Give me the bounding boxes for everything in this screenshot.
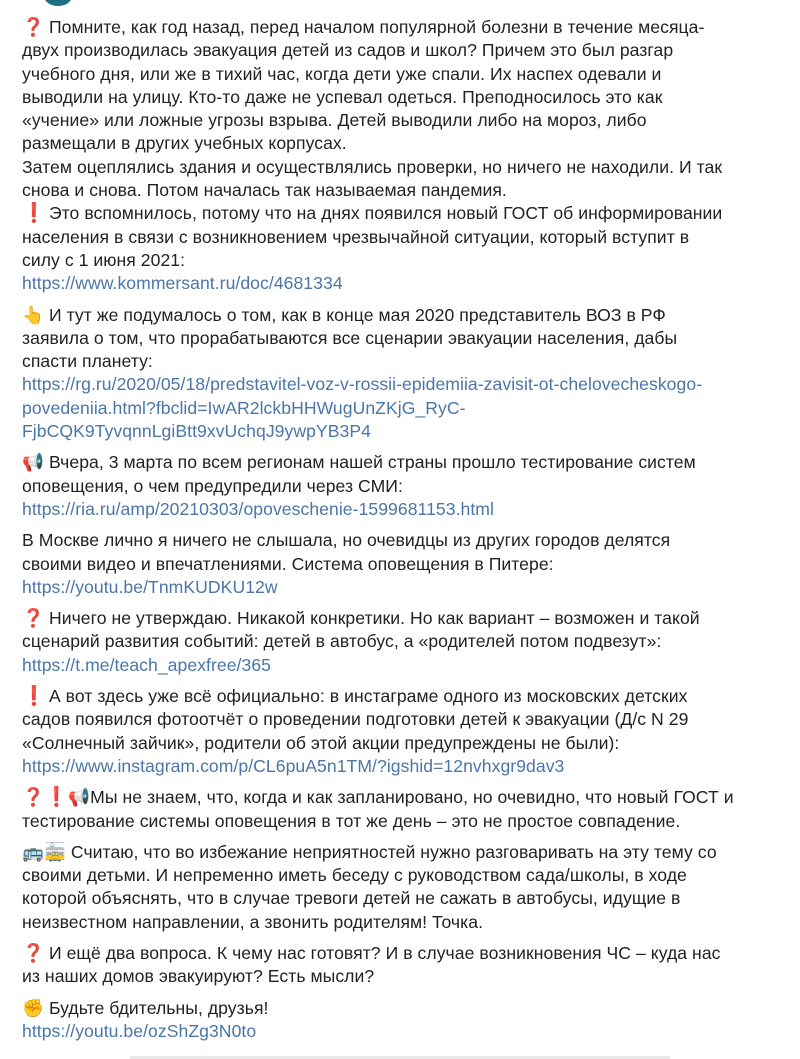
- post-text: В Москве лично я ничего не слышала, но очевидцы из других городов делятся: [22, 530, 671, 551]
- post-text: которой объяснять, что в случае тревоги детей не сажать в автобусы, идущие в: [22, 888, 681, 909]
- post-text: своими детьми. И непременно иметь беседу с руководством сада/школы, в ходе: [22, 865, 687, 886]
- post-text: «Солнечный зайчик», родители об этой акции предупреждены не были):: [22, 732, 620, 753]
- question-mark-icon: ❓: [22, 17, 45, 37]
- paragraph-2: [22, 202, 778, 295]
- link-rg-line-3[interactable]: FjbCQK9TyvqnnLgiBtt9xvUchqJ9ywpYB3P4: [22, 421, 371, 442]
- post-text: тестирование системы оповещения в тот же день – это не простое совпадение.: [22, 810, 681, 831]
- paragraph-11: [22, 997, 778, 1044]
- bus-icon: 🚌: [22, 841, 44, 862]
- post-text: Это вспомнилось, потому что на днях появился новый ГОСТ об информировании: [48, 203, 723, 224]
- raised-fist-icon: ✊: [22, 997, 44, 1018]
- avatar-edge: [44, 0, 72, 6]
- post-text: И тут же подумалось о том, как в конце мая 2020 представитель ВОЗ в РФ: [48, 304, 666, 325]
- exclamation-mark-icon: ❗: [44, 787, 69, 809]
- paragraph-10: [22, 942, 778, 989]
- post-text: заявила о том, что прорабатываются все сценарии эвакуации населения, дабы: [22, 327, 678, 348]
- post-text: Затем оцеплялись здания и осуществлялись проверки, но ничего не находили. И так: [22, 156, 723, 177]
- question-mark-icon: ❓: [22, 787, 45, 808]
- paragraph-7: [22, 685, 778, 778]
- post-text: снова и снова. Потом началась так называемая пандемия.: [22, 180, 507, 201]
- loudspeaker-icon: 📢: [22, 452, 44, 473]
- post-text: А вот здесь уже всё официально: в инстаграме одного из московских детских: [48, 686, 688, 707]
- post-text: спасти планету:: [22, 351, 153, 372]
- paragraph-3: [22, 304, 778, 444]
- post-text: Мы не знаем, что, когда и как запланировано, но очевидно, что новый ГОСТ и: [90, 787, 734, 808]
- post-text: двух производилась эвакуация детей из садов и школ? Причем это был разгар: [22, 40, 674, 61]
- question-mark-icon: ❓: [22, 608, 45, 629]
- pointing-up-icon: 👆: [22, 304, 44, 325]
- link-youtube-2[interactable]: https://youtu.be/ozShZg3N0to: [22, 1020, 257, 1041]
- tram-icon: 🚋: [43, 841, 66, 862]
- post-text: садов появился фотоотчёт о проведении подготовки детей к эвакуации (Д/с N 29: [22, 709, 689, 730]
- question-mark-icon: ❓: [22, 942, 45, 963]
- paragraph-1: [22, 16, 778, 202]
- post-text: своими видео и впечатлениями. Система оповещения в Питере:: [22, 553, 554, 574]
- link-telegram[interactable]: https://t.me/teach_apexfree/365: [22, 654, 271, 675]
- paragraph-4: [22, 451, 778, 521]
- paragraph-6: [22, 607, 778, 677]
- post-text: «учение» или ложные угрозы взрыва. Детей выводили либо на мороз, либо: [22, 110, 647, 131]
- post-text: из наших домов эвакуируют? Есть мысли?: [22, 966, 375, 987]
- link-ria[interactable]: https://ria.ru/amp/20210303/opoveschenie-1599681153.html: [22, 498, 494, 519]
- link-rg-line-1[interactable]: https://rg.ru/2020/05/18/predstavitel-voz-v-rossii-epidemiia-zavisit-ot-chelovecheskogo-: [22, 374, 703, 395]
- loudspeaker-icon: 📢: [68, 787, 91, 808]
- link-instagram[interactable]: https://www.instagram.com/p/CL6puA5n1TM/?igshid=12nvhxgr9dav3: [22, 755, 565, 776]
- post-text: учебного дня, или же в тихий час, когда дети уже спали. Их наспех одевали и: [22, 63, 662, 84]
- post-text: населения в связи с возникновением чрезвычайной ситуации, который вступит в: [22, 226, 690, 247]
- exclamation-mark-icon: ❗: [22, 203, 46, 225]
- post-text: неизвестном направлении, а звонить родителям! Точка.: [22, 911, 484, 932]
- post-text: Ничего не утверждаю. Никакой конкретики. Но как вариант – возможен и такой: [48, 608, 700, 629]
- post-text: Будьте бдительны, друзья!: [48, 997, 269, 1018]
- post-text: оповещения, о чем предупредили через СМИ:: [22, 475, 403, 496]
- link-kommersant[interactable]: https://www.kommersant.ru/doc/4681334: [22, 273, 343, 294]
- post-text: Помните, как год назад, перед началом популярной болезни в течение месяца-: [48, 17, 705, 37]
- post-text: размещали в других учебных корпусах.: [22, 133, 347, 154]
- link-youtube-1[interactable]: https://youtu.be/TnmKUDKU12w: [22, 576, 278, 597]
- post-text: выводили на улицу. Кто-то даже не успевал одеться. Преподносилось это как: [22, 86, 663, 107]
- post-text: сценарий развития событий: детей в автобус, а «родителей потом подвезут»:: [22, 631, 662, 652]
- post-text: Считаю, что во избежание неприятностей нужно разговаривать на эту тему со: [70, 841, 717, 862]
- exclamation-mark-icon: ❗: [22, 686, 46, 708]
- post-text: И ещё два вопроса. К чему нас готовят? И в случае возникновения ЧС – куда нас: [48, 942, 721, 963]
- paragraph-8: [22, 786, 778, 833]
- paragraph-9: [22, 841, 778, 934]
- post-text: силу с 1 июня 2021:: [22, 249, 186, 270]
- link-rg-line-2[interactable]: povedeniia.html?fbclid=IwAR2lckbHHWugUnZKjG_RyC-: [22, 397, 466, 418]
- post-text: Вчера, 3 марта по всем регионам нашей страны прошло тестирование систем: [48, 452, 696, 473]
- paragraph-5: [22, 529, 778, 599]
